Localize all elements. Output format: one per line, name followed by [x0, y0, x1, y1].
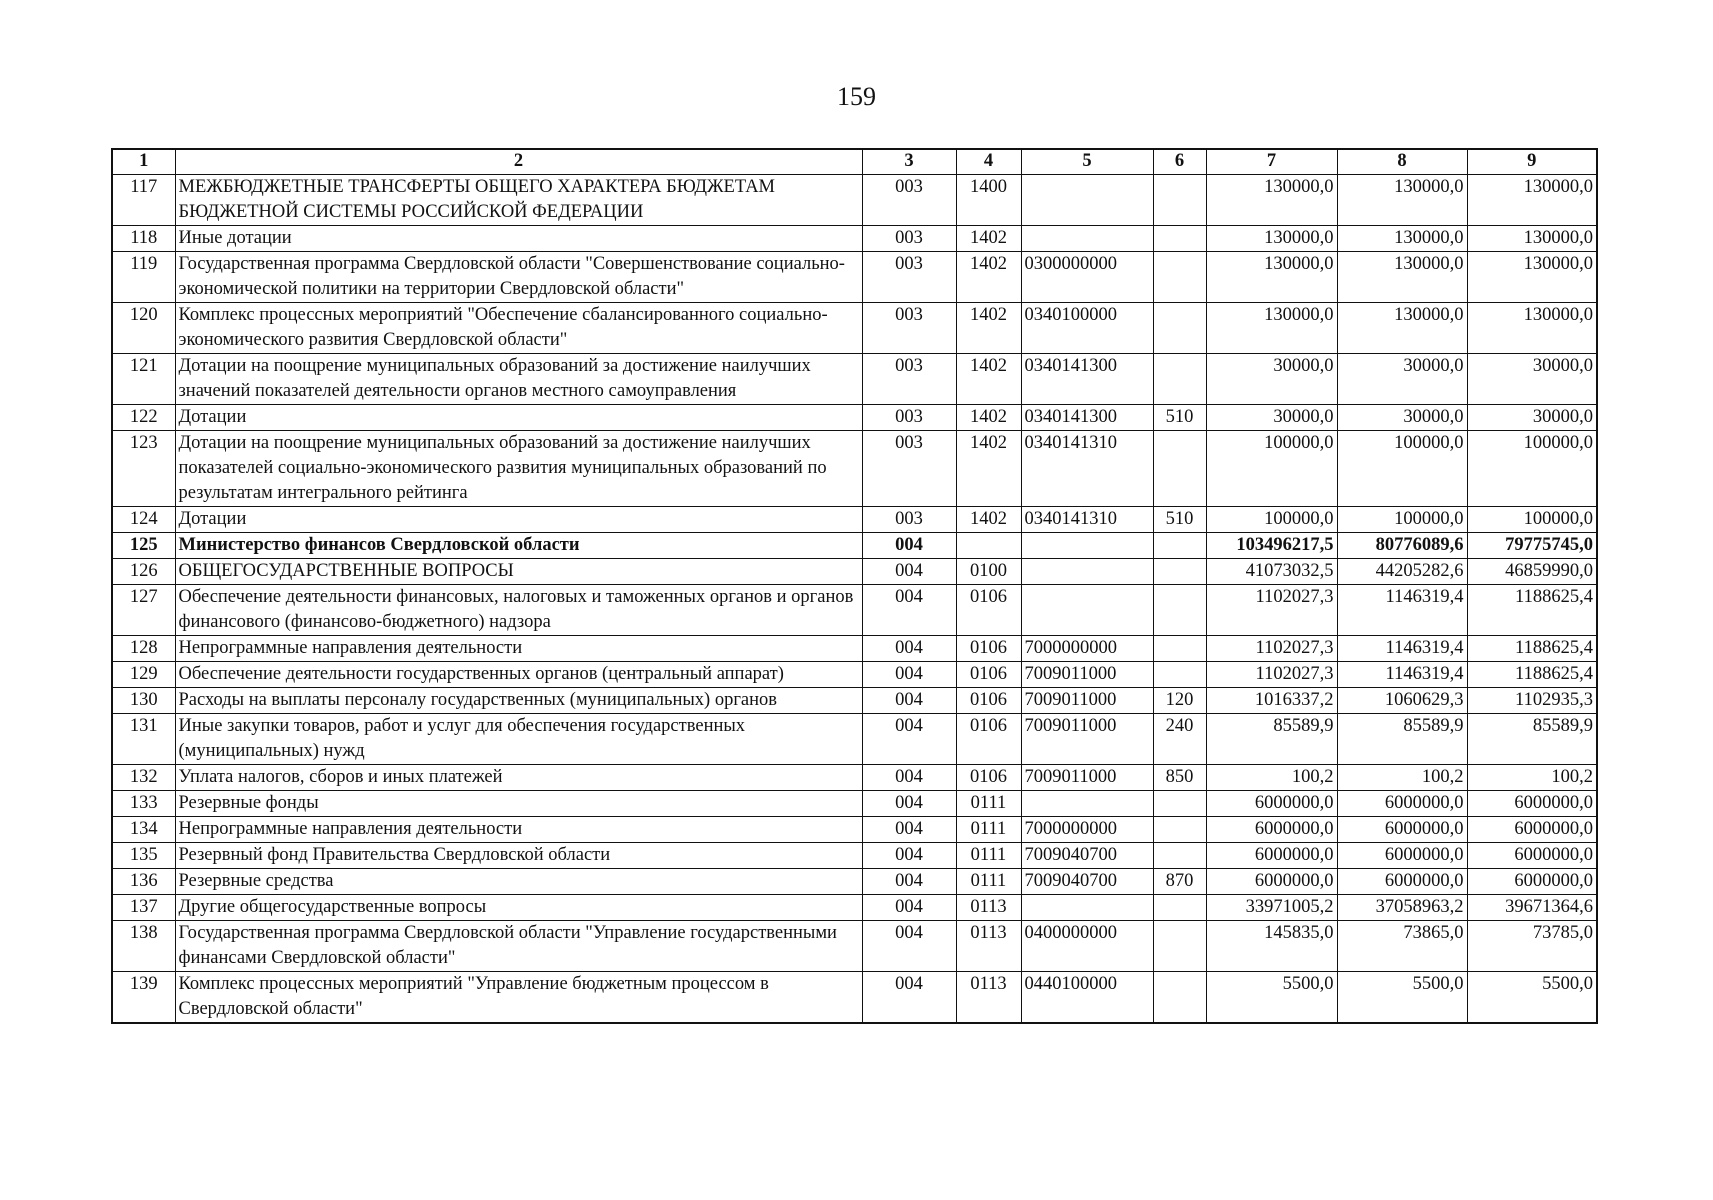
admin-code-cell: 004: [862, 533, 956, 559]
amount-year2-cell: 30000,0: [1337, 354, 1467, 405]
row-name-cell: Дотации на поощрение муниципальных образований за достижение наилучших значений показателей деятельности органов местного самоуправления: [175, 354, 862, 405]
section-code-cell: 1402: [956, 354, 1021, 405]
expense-type-cell: [1153, 921, 1206, 972]
amount-year2-cell: 100000,0: [1337, 507, 1467, 533]
section-code-cell: 0113: [956, 895, 1021, 921]
row-number-cell: 118: [112, 226, 175, 252]
row-name-cell: МЕЖБЮДЖЕТНЫЕ ТРАНСФЕРТЫ ОБЩЕГО ХАРАКТЕРА БЮДЖЕТАМ БЮДЖЕТНОЙ СИСТЕМЫ РОССИЙСКОЙ ФЕДЕРАЦИИ: [175, 175, 862, 226]
amount-year3-cell: 6000000,0: [1467, 869, 1597, 895]
admin-code-cell: 004: [862, 636, 956, 662]
amount-year2-cell: 30000,0: [1337, 405, 1467, 431]
expense-type-cell: [1153, 817, 1206, 843]
row-number-cell: 136: [112, 869, 175, 895]
amount-year1-cell: 5500,0: [1206, 972, 1337, 1024]
amount-year1-cell: 100,2: [1206, 765, 1337, 791]
amount-year2-cell: 1146319,4: [1337, 636, 1467, 662]
amount-year2-cell: 37058963,2: [1337, 895, 1467, 921]
target-article-cell: [1021, 533, 1153, 559]
table-row: [112, 533, 1597, 559]
table-row: [112, 714, 1597, 765]
row-name-cell: Резервные фонды: [175, 791, 862, 817]
amount-year1-cell: 85589,9: [1206, 714, 1337, 765]
expense-type-cell: [1153, 559, 1206, 585]
amount-year3-cell: 130000,0: [1467, 226, 1597, 252]
amount-year1-cell: 6000000,0: [1206, 869, 1337, 895]
amount-year1-cell: 145835,0: [1206, 921, 1337, 972]
row-name-cell: Уплата налогов, сборов и иных платежей: [175, 765, 862, 791]
section-code-cell: 1402: [956, 303, 1021, 354]
amount-year2-cell: 6000000,0: [1337, 817, 1467, 843]
row-name-cell: Дотации: [175, 507, 862, 533]
expense-type-cell: [1153, 303, 1206, 354]
target-article-cell: [1021, 585, 1153, 636]
row-name-cell: Обеспечение деятельности финансовых, налоговых и таможенных органов и органов финансового (финансово-бюджетного) надзора: [175, 585, 862, 636]
row-name-cell: Комплекс процессных мероприятий "Обеспечение сбалансированного социально-экономического развития Свердловской области": [175, 303, 862, 354]
amount-year3-cell: 130000,0: [1467, 252, 1597, 303]
admin-code-cell: 004: [862, 714, 956, 765]
admin-code-cell: 004: [862, 895, 956, 921]
section-code-cell: 1400: [956, 175, 1021, 226]
amount-year3-cell: 100000,0: [1467, 507, 1597, 533]
amount-year2-cell: 130000,0: [1337, 226, 1467, 252]
row-number-cell: 119: [112, 252, 175, 303]
expense-type-cell: 240: [1153, 714, 1206, 765]
admin-code-cell: 004: [862, 791, 956, 817]
amount-year1-cell: 130000,0: [1206, 226, 1337, 252]
amount-year3-cell: 73785,0: [1467, 921, 1597, 972]
row-name-cell: Расходы на выплаты персоналу государственных (муниципальных) органов: [175, 688, 862, 714]
target-article-cell: [1021, 559, 1153, 585]
row-number-cell: 117: [112, 175, 175, 226]
section-code-cell: 0106: [956, 688, 1021, 714]
target-article-cell: 0340141310: [1021, 431, 1153, 507]
page-number: 159: [837, 82, 876, 111]
section-code-cell: 1402: [956, 431, 1021, 507]
admin-code-cell: 003: [862, 226, 956, 252]
table-row: [112, 507, 1597, 533]
amount-year3-cell: 130000,0: [1467, 303, 1597, 354]
table-row: [112, 972, 1597, 1024]
expense-type-cell: 850: [1153, 765, 1206, 791]
table-row: [112, 869, 1597, 895]
header-cell: 8: [1337, 149, 1467, 175]
table-row: [112, 765, 1597, 791]
amount-year2-cell: 44205282,6: [1337, 559, 1467, 585]
row-number-cell: 123: [112, 431, 175, 507]
amount-year1-cell: 1102027,3: [1206, 636, 1337, 662]
admin-code-cell: 003: [862, 354, 956, 405]
header-cell: 4: [956, 149, 1021, 175]
expense-type-cell: [1153, 354, 1206, 405]
row-number-cell: 135: [112, 843, 175, 869]
amount-year2-cell: 1146319,4: [1337, 662, 1467, 688]
row-name-cell: Государственная программа Свердловской области "Управление государственными финансами Свердловской области": [175, 921, 862, 972]
target-article-cell: 7009011000: [1021, 765, 1153, 791]
section-code-cell: 0106: [956, 714, 1021, 765]
section-code-cell: 0106: [956, 765, 1021, 791]
amount-year1-cell: 130000,0: [1206, 175, 1337, 226]
row-name-cell: Другие общегосударственные вопросы: [175, 895, 862, 921]
target-article-cell: 7009011000: [1021, 688, 1153, 714]
section-code-cell: 0100: [956, 559, 1021, 585]
expense-type-cell: 510: [1153, 405, 1206, 431]
target-article-cell: 7009011000: [1021, 714, 1153, 765]
amount-year2-cell: 100,2: [1337, 765, 1467, 791]
amount-year1-cell: 100000,0: [1206, 431, 1337, 507]
expense-type-cell: [1153, 533, 1206, 559]
target-article-cell: 7000000000: [1021, 817, 1153, 843]
amount-year3-cell: 1188625,4: [1467, 636, 1597, 662]
row-number-cell: 122: [112, 405, 175, 431]
table-row: [112, 431, 1597, 507]
row-number-cell: 120: [112, 303, 175, 354]
target-article-cell: 0340141310: [1021, 507, 1153, 533]
section-code-cell: 0111: [956, 817, 1021, 843]
amount-year1-cell: 1102027,3: [1206, 662, 1337, 688]
row-number-cell: 132: [112, 765, 175, 791]
admin-code-cell: 003: [862, 507, 956, 533]
table-row: [112, 559, 1597, 585]
row-number-cell: 129: [112, 662, 175, 688]
amount-year1-cell: 1102027,3: [1206, 585, 1337, 636]
amount-year2-cell: 130000,0: [1337, 303, 1467, 354]
amount-year3-cell: 79775745,0: [1467, 533, 1597, 559]
amount-year1-cell: 130000,0: [1206, 252, 1337, 303]
amount-year2-cell: 5500,0: [1337, 972, 1467, 1024]
amount-year2-cell: 80776089,6: [1337, 533, 1467, 559]
section-code-cell: [956, 533, 1021, 559]
section-code-cell: 1402: [956, 405, 1021, 431]
table-row: [112, 688, 1597, 714]
amount-year3-cell: 1188625,4: [1467, 585, 1597, 636]
row-name-cell: Комплекс процессных мероприятий "Управление бюджетным процессом в Свердловской области": [175, 972, 862, 1024]
admin-code-cell: 004: [862, 921, 956, 972]
section-code-cell: 0106: [956, 636, 1021, 662]
table-row: [112, 405, 1597, 431]
table-row: [112, 175, 1597, 226]
amount-year3-cell: 46859990,0: [1467, 559, 1597, 585]
row-name-cell: Дотации: [175, 405, 862, 431]
amount-year2-cell: 130000,0: [1337, 175, 1467, 226]
amount-year1-cell: 33971005,2: [1206, 895, 1337, 921]
table-row: [112, 662, 1597, 688]
header-row: [112, 149, 1597, 175]
table-row: [112, 303, 1597, 354]
row-name-cell: ОБЩЕГОСУДАРСТВЕННЫЕ ВОПРОСЫ: [175, 559, 862, 585]
table-row: [112, 636, 1597, 662]
row-number-cell: 127: [112, 585, 175, 636]
target-article-cell: [1021, 175, 1153, 226]
amount-year3-cell: 100,2: [1467, 765, 1597, 791]
section-code-cell: 1402: [956, 252, 1021, 303]
amount-year2-cell: 73865,0: [1337, 921, 1467, 972]
amount-year2-cell: 6000000,0: [1337, 869, 1467, 895]
row-name-cell: Непрограммные направления деятельности: [175, 817, 862, 843]
admin-code-cell: 004: [862, 843, 956, 869]
table-row: [112, 226, 1597, 252]
admin-code-cell: 004: [862, 688, 956, 714]
amount-year1-cell: 1016337,2: [1206, 688, 1337, 714]
amount-year2-cell: 6000000,0: [1337, 791, 1467, 817]
table-row: [112, 252, 1597, 303]
expense-type-cell: [1153, 585, 1206, 636]
amount-year2-cell: 130000,0: [1337, 252, 1467, 303]
section-code-cell: 0106: [956, 662, 1021, 688]
admin-code-cell: 003: [862, 175, 956, 226]
section-code-cell: 0111: [956, 869, 1021, 895]
amount-year3-cell: 130000,0: [1467, 175, 1597, 226]
expense-type-cell: [1153, 791, 1206, 817]
admin-code-cell: 004: [862, 662, 956, 688]
header-cell: 2: [175, 149, 862, 175]
amount-year1-cell: 100000,0: [1206, 507, 1337, 533]
row-number-cell: 130: [112, 688, 175, 714]
amount-year3-cell: 39671364,6: [1467, 895, 1597, 921]
row-name-cell: Министерство финансов Свердловской области: [175, 533, 862, 559]
expense-type-cell: 870: [1153, 869, 1206, 895]
admin-code-cell: 003: [862, 405, 956, 431]
table-row: [112, 895, 1597, 921]
target-article-cell: [1021, 895, 1153, 921]
target-article-cell: 0300000000: [1021, 252, 1153, 303]
row-number-cell: 139: [112, 972, 175, 1024]
admin-code-cell: 004: [862, 817, 956, 843]
header-cell: 9: [1467, 149, 1597, 175]
amount-year1-cell: 103496217,5: [1206, 533, 1337, 559]
target-article-cell: [1021, 791, 1153, 817]
row-number-cell: 133: [112, 791, 175, 817]
expense-type-cell: [1153, 226, 1206, 252]
amount-year3-cell: 6000000,0: [1467, 817, 1597, 843]
row-name-cell: Непрограммные направления деятельности: [175, 636, 862, 662]
expense-type-cell: [1153, 895, 1206, 921]
header-cell: 7: [1206, 149, 1337, 175]
admin-code-cell: 004: [862, 585, 956, 636]
row-number-cell: 131: [112, 714, 175, 765]
admin-code-cell: 004: [862, 869, 956, 895]
amount-year3-cell: 6000000,0: [1467, 843, 1597, 869]
amount-year3-cell: 6000000,0: [1467, 791, 1597, 817]
table-row: [112, 791, 1597, 817]
amount-year2-cell: 6000000,0: [1337, 843, 1467, 869]
table-row: [112, 585, 1597, 636]
expense-type-cell: [1153, 662, 1206, 688]
admin-code-cell: 003: [862, 431, 956, 507]
admin-code-cell: 004: [862, 559, 956, 585]
budget-table: [111, 148, 1598, 1024]
row-name-cell: Иные закупки товаров, работ и услуг для обеспечения государственных (муниципальных) нужд: [175, 714, 862, 765]
header-cell: 6: [1153, 149, 1206, 175]
expense-type-cell: [1153, 636, 1206, 662]
target-article-cell: 0400000000: [1021, 921, 1153, 972]
target-article-cell: 0440100000: [1021, 972, 1153, 1024]
amount-year3-cell: 1188625,4: [1467, 662, 1597, 688]
expense-type-cell: [1153, 431, 1206, 507]
table-body: [112, 175, 1597, 1024]
amount-year3-cell: 100000,0: [1467, 431, 1597, 507]
row-name-cell: Резервный фонд Правительства Свердловской области: [175, 843, 862, 869]
admin-code-cell: 003: [862, 252, 956, 303]
section-code-cell: 0111: [956, 791, 1021, 817]
expense-type-cell: 510: [1153, 507, 1206, 533]
row-name-cell: Дотации на поощрение муниципальных образований за достижение наилучших показателей социально-экономического развития муниципальных образований по результатам интегрального рейтинга: [175, 431, 862, 507]
table-row: [112, 817, 1597, 843]
header-cell: 5: [1021, 149, 1153, 175]
row-number-cell: 134: [112, 817, 175, 843]
amount-year1-cell: 41073032,5: [1206, 559, 1337, 585]
admin-code-cell: 004: [862, 765, 956, 791]
amount-year3-cell: 5500,0: [1467, 972, 1597, 1024]
amount-year1-cell: 130000,0: [1206, 303, 1337, 354]
section-code-cell: 0111: [956, 843, 1021, 869]
row-number-cell: 121: [112, 354, 175, 405]
section-code-cell: 1402: [956, 507, 1021, 533]
row-name-cell: Иные дотации: [175, 226, 862, 252]
target-article-cell: 0340141300: [1021, 405, 1153, 431]
section-code-cell: 0113: [956, 921, 1021, 972]
target-article-cell: 7000000000: [1021, 636, 1153, 662]
table-row: [112, 921, 1597, 972]
section-code-cell: 1402: [956, 226, 1021, 252]
row-name-cell: Государственная программа Свердловской области "Совершенствование социально-экономической политики на территории Свердловской области": [175, 252, 862, 303]
header-cell: 3: [862, 149, 956, 175]
row-name-cell: Обеспечение деятельности государственных органов (центральный аппарат): [175, 662, 862, 688]
amount-year2-cell: 1146319,4: [1337, 585, 1467, 636]
expense-type-cell: [1153, 972, 1206, 1024]
header-cell: 1: [112, 149, 175, 175]
admin-code-cell: 003: [862, 303, 956, 354]
expense-type-cell: [1153, 843, 1206, 869]
amount-year3-cell: 30000,0: [1467, 405, 1597, 431]
target-article-cell: 7009011000: [1021, 662, 1153, 688]
amount-year3-cell: 1102935,3: [1467, 688, 1597, 714]
amount-year1-cell: 6000000,0: [1206, 843, 1337, 869]
amount-year1-cell: 6000000,0: [1206, 817, 1337, 843]
table-row: [112, 843, 1597, 869]
row-number-cell: 128: [112, 636, 175, 662]
amount-year2-cell: 1060629,3: [1337, 688, 1467, 714]
target-article-cell: [1021, 226, 1153, 252]
expense-type-cell: [1153, 252, 1206, 303]
table-row: [112, 354, 1597, 405]
expense-type-cell: 120: [1153, 688, 1206, 714]
amount-year3-cell: 30000,0: [1467, 354, 1597, 405]
expense-type-cell: [1153, 175, 1206, 226]
amount-year1-cell: 30000,0: [1206, 405, 1337, 431]
row-number-cell: 138: [112, 921, 175, 972]
target-article-cell: 0340100000: [1021, 303, 1153, 354]
section-code-cell: 0113: [956, 972, 1021, 1024]
row-number-cell: 126: [112, 559, 175, 585]
section-code-cell: 0106: [956, 585, 1021, 636]
target-article-cell: 7009040700: [1021, 843, 1153, 869]
row-number-cell: 125: [112, 533, 175, 559]
amount-year1-cell: 6000000,0: [1206, 791, 1337, 817]
amount-year3-cell: 85589,9: [1467, 714, 1597, 765]
admin-code-cell: 004: [862, 972, 956, 1024]
row-number-cell: 137: [112, 895, 175, 921]
amount-year1-cell: 30000,0: [1206, 354, 1337, 405]
row-number-cell: 124: [112, 507, 175, 533]
amount-year2-cell: 100000,0: [1337, 431, 1467, 507]
target-article-cell: 0340141300: [1021, 354, 1153, 405]
row-name-cell: Резервные средства: [175, 869, 862, 895]
target-article-cell: 7009040700: [1021, 869, 1153, 895]
amount-year2-cell: 85589,9: [1337, 714, 1467, 765]
